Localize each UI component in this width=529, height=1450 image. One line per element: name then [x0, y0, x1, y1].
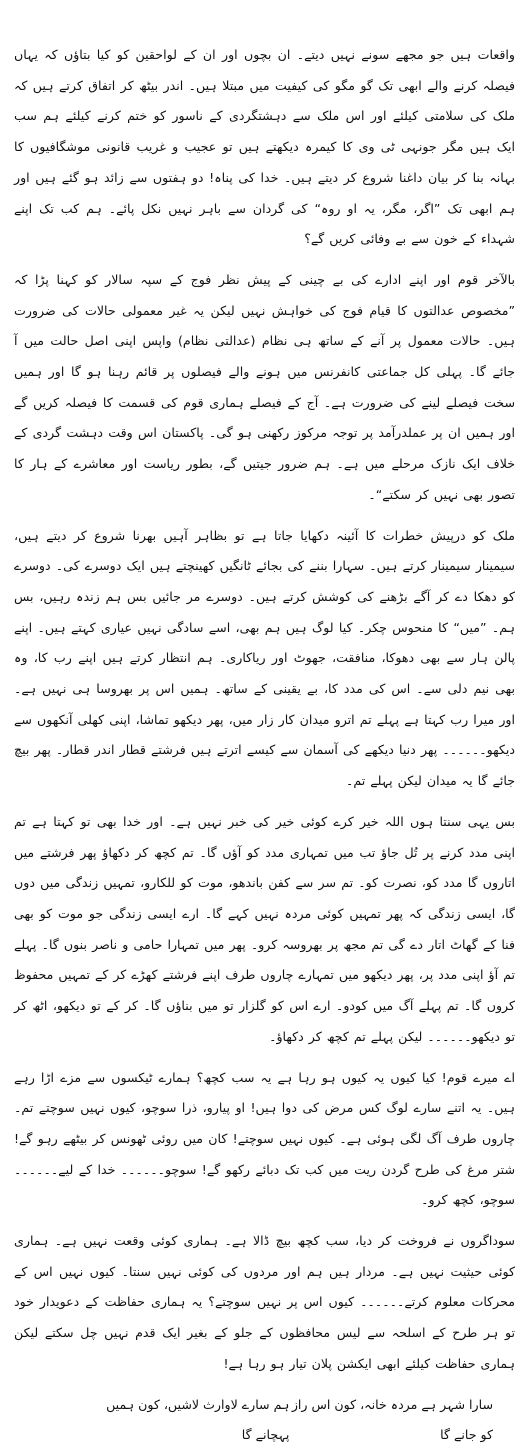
closing-couplet — [14, 1390, 515, 1450]
paragraph-1: واقعات ہیں جو مجھے سونے نہیں دیتے۔ ان بچوں اور ان کے لواحقین کو کیا بتاؤں کہ یہاں فیصلہ کرنے والے ابھی تک گو مگو کی کیفیت میں مبتلا ہیں۔ اندر بیٹھ کر اتفاق کرتے ہیں کہ ملک کی سلامتی کیلئے اور اس ملک سے دہشتگردی کے ناسور کو ختم کرنے کیلئے ہم سب ایک ہیں مگر جونہی ٹی وی کا کیمرہ دیکھتے ہیں تو عجیب و غریب قانونی موشگافیوں کا بہانہ بنا کر بیان داغنا شروع کر دیتے ہیں۔ خدا کی پناہ! دو ہفتوں سے زائد ہو گئے ہیں اور ہم ابھی تک ”اگر، مگر، یہ او روہ“ کی گردان سے باہر نہیں نکل پائے۔ ہم کب تک اپنے شہداء کے خون سے بے وفائی کریں گے؟ — [14, 47, 515, 247]
paragraph-5: اے میرے قوم! کیا کیوں یہ کیوں ہو رہا ہے یہ سب کچھ؟ ہمارے ٹیکسوں سے مزے اڑا رہے ہیں۔ یہ اتنے سارے لوگ کس مرض کی دوا ہیں! او پیارو، ذرا سوچو، کیوں نہیں سوچتے تم۔ چاروں طرف آگ لگی ہوئی ہے۔ کیوں نہیں سوچتے! کان میں روئی ٹھونس کر بیٹھے رہو گے! شتر مرغ کی طرح گردن ریت میں کب تک دبائے رکھو گے! سوچو۔۔۔۔۔۔ خدا کے لیے۔۔۔۔۔۔ سوچو، کچھ کرو۔ — [14, 1069, 515, 1208]
closing-line-2: ہم سارے لاوارث لاشیں، کون ہمیں پہچانے گا — [106, 1396, 290, 1442]
paragraph-6: سوداگروں نے فروخت کر دیا، سب کچھ بیچ ڈالا ہے۔ ہماری کوئی وقعت نہیں ہے۔ ہماری کوئی حیثیت نہیں ہے۔ مردار ہیں ہم اور مردوں کی کوئی نہیں سنتا۔ کیوں نہیں اس کے محرکات معلوم کرتے۔۔۔۔۔۔ کیوں اس پر نہیں سوچتے؟ یہ ہماری حفاظت کے دعویدار خود تو ہر طرح کے اسلحہ سے لیس محافظوں کے جلو کے بغیر ایک قدم نہیں چل سکتے لیکن ہماری حفاظت کیلئے ابھی ایکشن پلان تیار ہو رہا ہے! — [14, 1233, 515, 1371]
paragraph-3: ملک کو درپیش خطرات کا آئینہ دکھایا جاتا ہے تو بظاہر آہیں بھرنا شروع کر دیتے ہیں، سیمینار سیمینار کرتے ہیں۔ سہارا بننے کی بجائے ٹانگیں کھینچتے ہیں ایک دوسرے کی۔ دوسرے کو دھکا دے کر آگے بڑھنے کی کوشش کرتے ہیں۔ دوسرے مر جائیں بس ہم زندہ رہیں، بس ہم۔ ”میں“ کا منحوس چکر۔ کیا لوگ ہیں ہم بھی، اسے سادگی نہیں عیاری کہتے ہیں۔ اپنے پالن ہار سے بھی دھوکا، منافقت، جھوٹ اور ریاکاری۔ ہم انتظار کرتے ہیں اپنے رب کا، وہ بھی نیم دلی سے۔ اس کی مدد کا، بے یقینی کے ساتھ۔ ہمیں اس پر بھروسا ہی نہیں ہے۔ اور میرا رب کہتا ہے پہلے تم اترو میدان کار زار میں، پھر دیکھو تماشا، اپنی کھلی آنکھوں سے دیکھو۔۔۔۔۔۔ پھر دنیا دیکھے کی آسمان سے کیسے اترتے ہیں فرشتے قطار اندر قطار۔ پھر بیچ جائے گا یہ میدان لیکن پہلے تم۔ — [14, 527, 515, 789]
paragraph-4: بس یہی سنتا ہوں اللہ خیر کرے کوئی خیر کی خبر نہیں ہے۔ اور خدا بھی تو کہتا ہے تم اپنی مدد کرنے پر تُل جاؤ تب میں تمہاری مدد کو آؤں گا۔ تم کچھ کر دکھاؤ پھر فرشتے میں اتاروں گا مدد کو، نصرت کو۔ تم سر سے کفن باندھو، موت کو للکارو، تمہیں زندگی میں دوں گا، ایسی زندگی کہ پھر تمہیں کوئی مردہ نہیں کہے گا۔ ارے ایسی زندگی جو موت کو بھی فنا کے گھاٹ اتار دے گی تم مجھ پر بھروسہ کرو۔ پھر میں تمہارا حامی و ناصر بنوں گا۔ پہلے تم آؤ اپنی مدد پر، پھر دیکھو میں تمہارے چاروں طرف اپنے فرشتے کھڑے کر کے تمہیں محفوظ کروں گا۔ تم پہلے آگ میں کودو۔ ارے اس کو گلزار تو میں بناؤں گا۔ کر کے تو دیکھو، اٹھ کر تو دیکھو۔۔۔۔۔۔ لیکن پہلے تم کچھ کر دکھاؤ۔ — [14, 813, 515, 1044]
closing-line-1: سارا شہر ہے مردہ خانہ، کون اس راز کو جانے گا — [291, 1396, 493, 1442]
paragraph-2: بالآخر قوم اور اپنے ادارے کی بے چینی کے پیش نظر فوج کے سپہ سالار کو کہنا پڑا کہ ”مخصوص عدالتوں کا قیام فوج کی خواہش نہیں لیکن یہ غیر معمولی حالات کی ضرورت ہیں۔ حالات معمول پر آنے کے ساتھ ہی نظام (عدالتی نظام) واپس اپنی اصل حالت میں آ جائے گا۔ پہلی کل جماعتی کانفرنس میں ہونے والے فیصلوں پر قائم رہنا ہو گا اور ہمیں سخت فیصلے لینے کی ضرورت ہے۔ آج کے فیصلے ہماری قوم کی قسمت کا فیصلہ کریں گے اور ہمیں ان پر عملدرآمد پر توجہ مرکوز رکھنی ہو گی۔ پاکستان اس وقت دہشت گردی کے خلاف ایک نازک مرحلے میں ہے۔ ہم ضرور جیتیں گے، بطور ریاست اور معاشرے کے ہار کا تصور بھی نہیں کر سکتے“۔ — [14, 271, 515, 502]
